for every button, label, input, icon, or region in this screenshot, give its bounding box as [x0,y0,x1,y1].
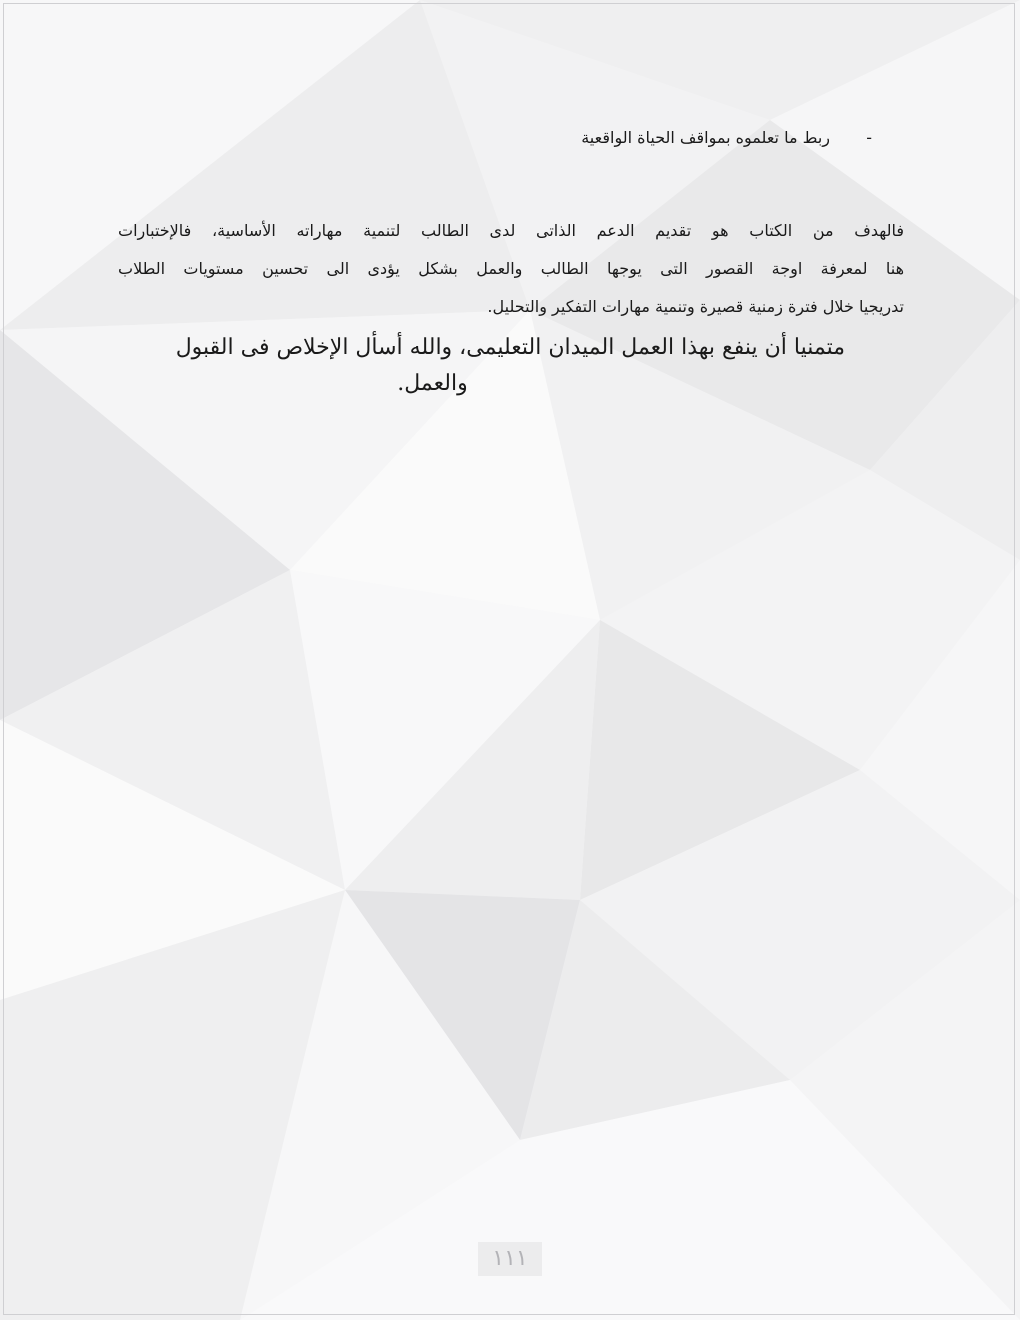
closing-line: متمنيا أن ينفع بهذا العمل الميدان التعليمى، والله أسأل الإخلاص فى القبول [175,335,845,360]
paragraph-line: تدريجيا خلال فترة زمنية قصيرة وتنمية مهارات التفكير والتحليل. [487,297,904,316]
closing-line: والعمل. [397,371,468,396]
bullet-text: ربط ما تعلموه بمواقف الحياة الواقعية [581,128,830,147]
paragraph-line: فالهدف من الكتاب هو تقديم الدعم الذاتى لدى الطالب لتنمية مهاراته الأساسية، فالإختبارات [118,221,904,240]
bullet-item [372,126,872,150]
body-paragraph [118,212,904,326]
bullet-marker: - [866,128,872,147]
paragraph-line: هنا لمعرفة اوجة القصور التى يوجها الطالب والعمل بشكل يؤدى الى تحسين مستويات الطلاب [118,259,904,278]
page-number: ١١١ [478,1242,542,1276]
closing-statement [140,330,845,402]
